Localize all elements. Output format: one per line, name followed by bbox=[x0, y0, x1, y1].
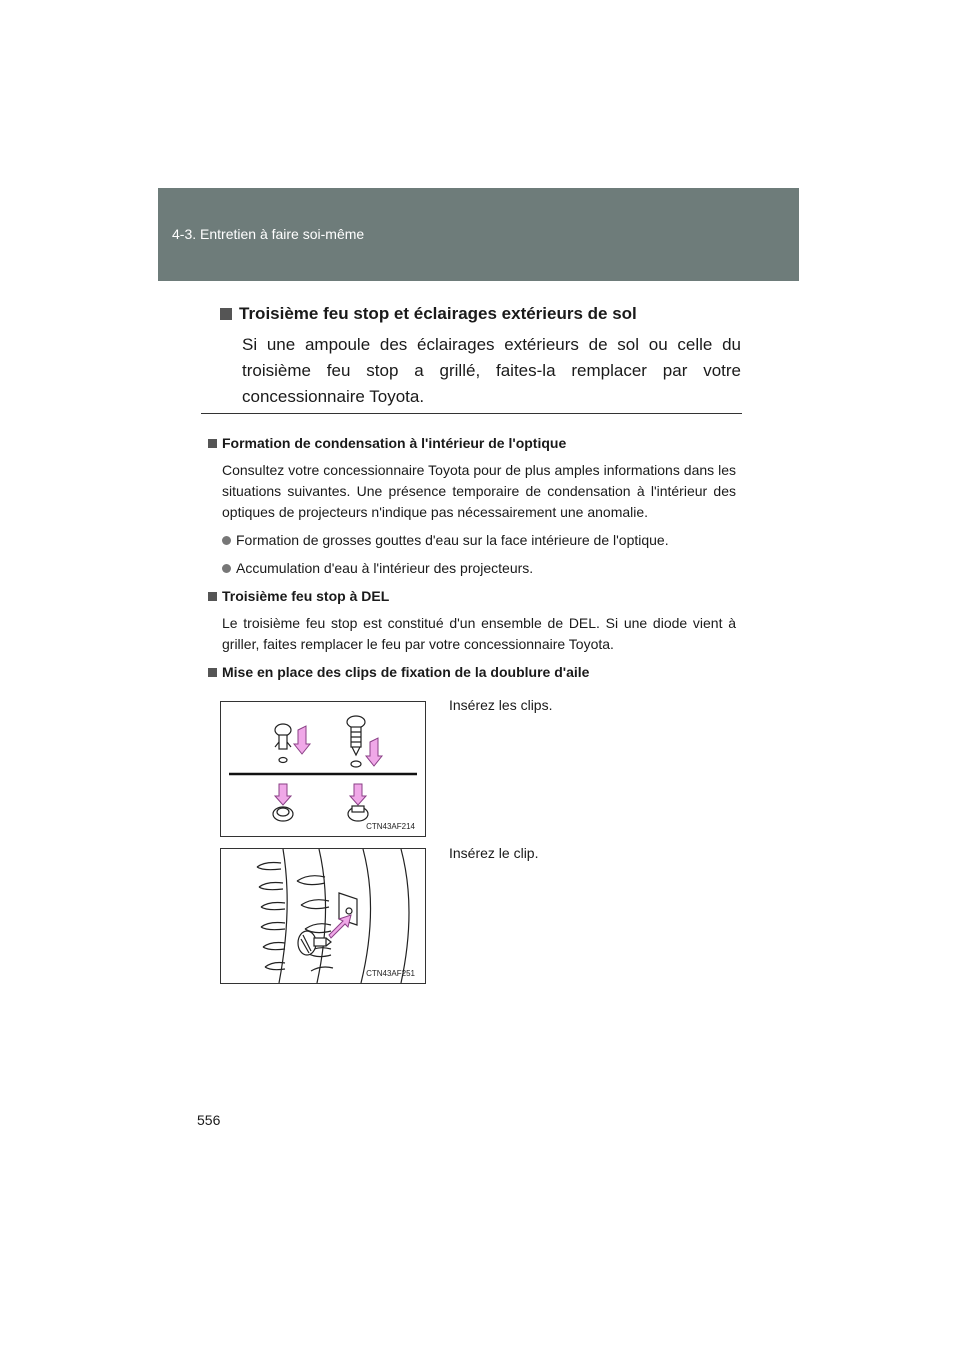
list-item bbox=[222, 558, 736, 579]
clip-icon bbox=[273, 807, 293, 821]
round-bullet-icon bbox=[222, 536, 231, 545]
arrow-icon bbox=[366, 738, 382, 766]
list-item bbox=[222, 530, 736, 551]
notes-section bbox=[208, 433, 736, 683]
arrow-icon bbox=[350, 784, 366, 805]
clip-icon bbox=[275, 724, 291, 763]
list-item-text: Formation de grosses gouttes d'eau sur la face intérieure de l'optique. bbox=[236, 532, 669, 548]
figure-caption: Insérez les clips. bbox=[449, 697, 553, 713]
note-heading-text: Troisième feu stop à DEL bbox=[222, 588, 390, 604]
square-bullet-icon bbox=[208, 439, 217, 448]
main-heading-text: Troisième feu stop et éclairages extérieurs de sol bbox=[239, 304, 637, 323]
note-heading bbox=[208, 662, 736, 683]
clip-icon bbox=[347, 716, 365, 767]
clips-illustration bbox=[221, 702, 425, 836]
note-heading-text: Formation de condensation à l'intérieur de l'optique bbox=[222, 435, 567, 451]
note-heading bbox=[208, 433, 736, 454]
section-divider bbox=[201, 413, 742, 414]
square-bullet-icon bbox=[220, 308, 232, 320]
section-title: 4-3. Entretien à faire soi-même bbox=[172, 226, 365, 242]
arrow-icon bbox=[275, 784, 291, 805]
note-led bbox=[208, 586, 736, 655]
square-bullet-icon bbox=[208, 668, 217, 677]
note-condensation bbox=[208, 433, 736, 579]
section-header-bar bbox=[158, 188, 799, 281]
main-section bbox=[222, 304, 741, 410]
list-item-text: Accumulation d'eau à l'intérieur des projecteurs. bbox=[236, 560, 534, 576]
main-paragraph: Si une ampoule des éclairages extérieurs de sol ou celle du troisième feu stop a grillé, faites-la remplacer par votre concessionnaire Toyota. bbox=[242, 335, 741, 406]
note-heading bbox=[208, 586, 736, 607]
round-bullet-icon bbox=[222, 564, 231, 573]
note-heading-text: Mise en place des clips de fixation de la doublure d'aile bbox=[222, 664, 590, 680]
clip-icon bbox=[348, 806, 368, 821]
arrow-icon bbox=[329, 915, 351, 938]
figure-clips-insertion bbox=[220, 701, 426, 837]
fender-liner-illustration bbox=[221, 849, 425, 983]
figure-caption: Insérez le clip. bbox=[449, 845, 539, 861]
fender-liner-ribs bbox=[257, 849, 409, 983]
note-paragraph: Le troisième feu stop est constitué d'un ensemble de DEL. Si une diode vient à griller, faites remplacer le feu par votre concessionnaire Toyota. bbox=[222, 615, 736, 652]
page-number: 556 bbox=[197, 1112, 221, 1128]
main-heading bbox=[220, 304, 739, 324]
figure-code: CTN43AF214 bbox=[366, 822, 415, 831]
figure-fender-liner bbox=[220, 848, 426, 984]
note-paragraph: Consultez votre concessionnaire Toyota pour de plus amples informations dans les situations suivantes. Une présence temporaire de condensation à l'intérieur des optiques de projecteurs n'indique pas nécessairement une anomalie. bbox=[222, 462, 736, 520]
note-clips bbox=[208, 662, 736, 683]
clip-icon bbox=[298, 931, 331, 955]
arrow-icon bbox=[294, 726, 310, 754]
square-bullet-icon bbox=[208, 592, 217, 601]
figure-code: CTN43AF251 bbox=[366, 969, 415, 978]
